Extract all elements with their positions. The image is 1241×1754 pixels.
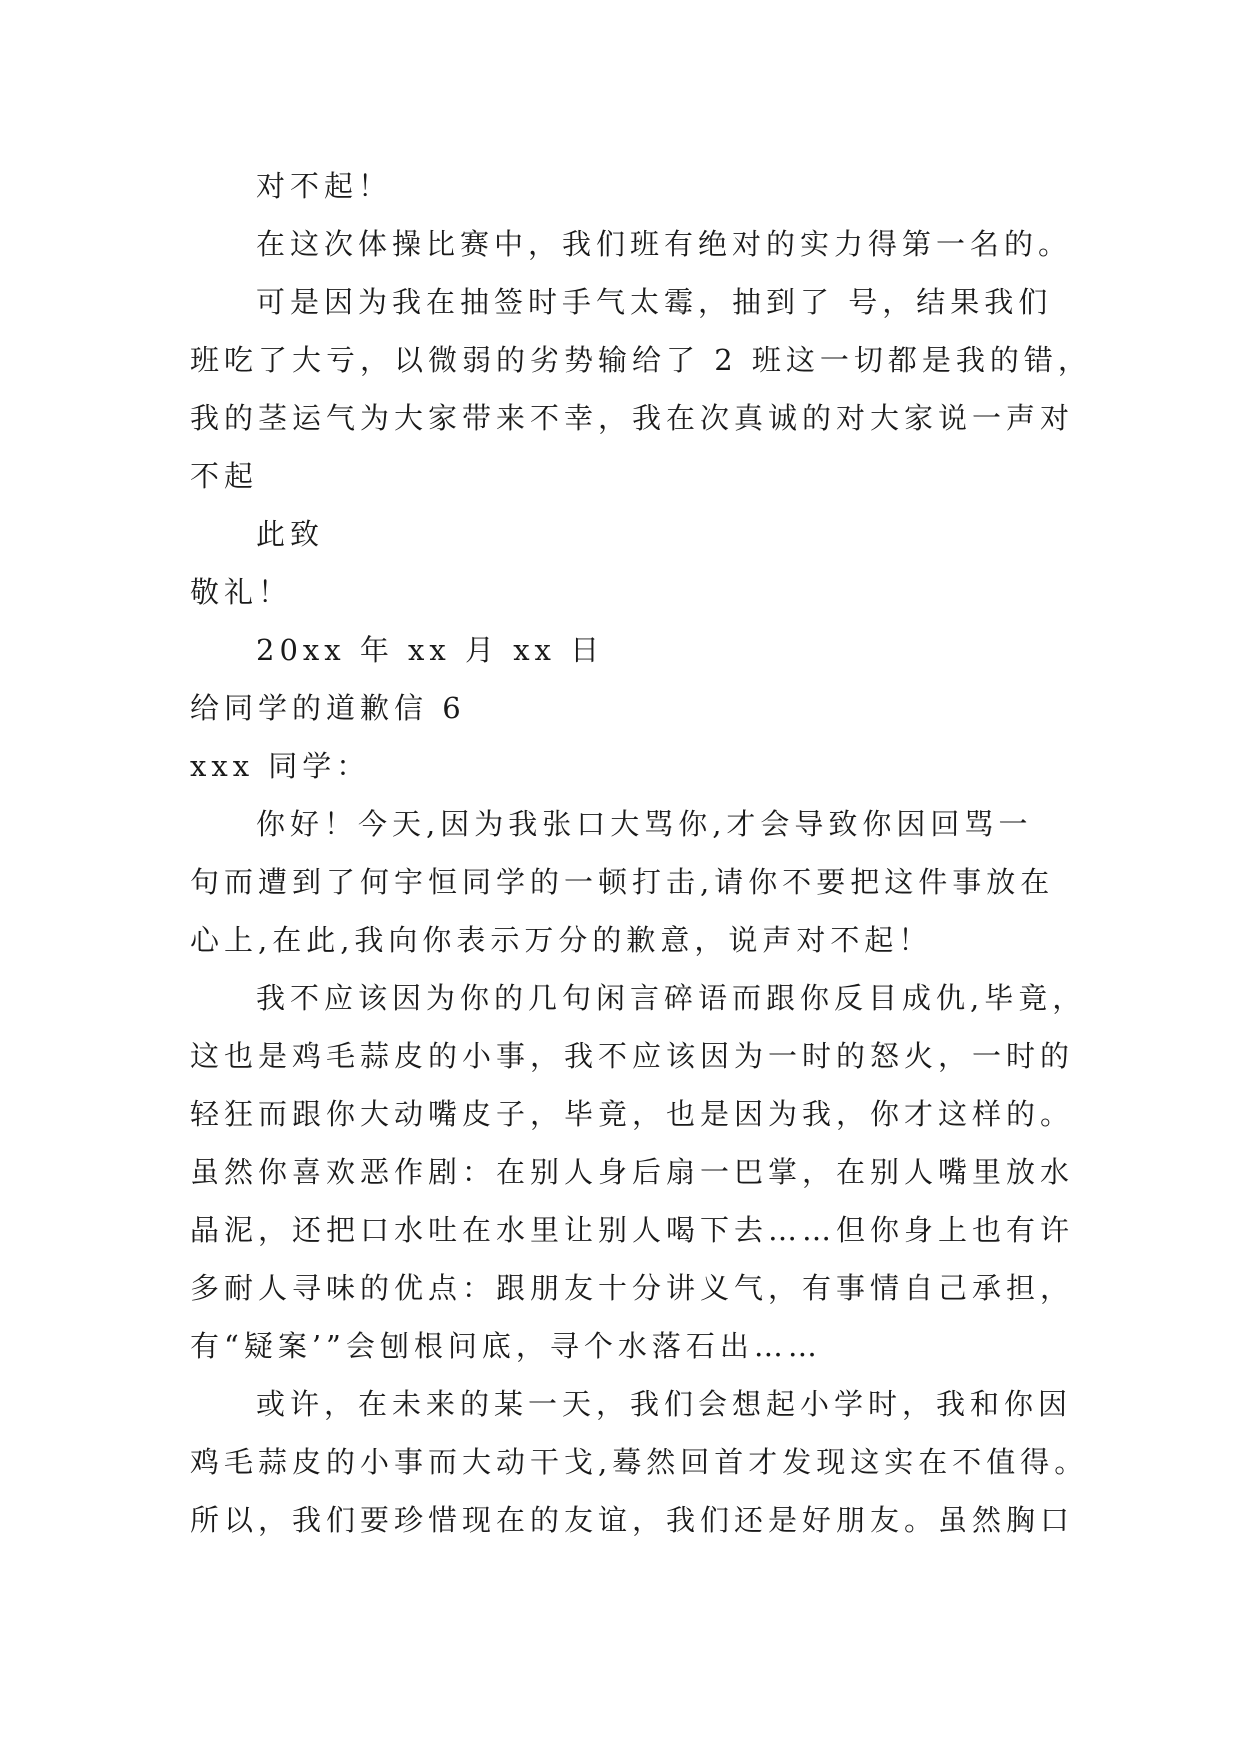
text-line: 对不起！ (256, 169, 393, 203)
text-line: 多耐人寻味的优点：跟朋友十分讲义气，有事情自己承担， (190, 1271, 1075, 1305)
text-line: 这也是鸡毛蒜皮的小事，我不应该因为一时的怒火，一时的 (190, 1039, 1075, 1073)
date-line: 20xx 年 xx 月 xx 日 (256, 633, 605, 667)
text-line: 你好！今天,因为我张口大骂你,才会导致你因回骂一 (256, 807, 1033, 841)
text-line: 我的茎运气为大家带来不幸，我在次真诚的对大家说一声对 (190, 401, 1075, 435)
text-line: 班吃了大亏，以微弱的劣势输给了 2 班这一切都是我的错， (190, 343, 1092, 377)
text-line: 轻狂而跟你大动嘴皮子，毕竟，也是因为我，你才这样的。 (190, 1097, 1075, 1131)
text-line: 此致 (256, 517, 325, 551)
text-line: 句而遭到了何宇恒同学的一顿打击,请你不要把这件事放在 (190, 865, 1055, 899)
text-line: 敬礼！ (190, 575, 293, 609)
text-line: 可是因为我在抽签时手气太霉，抽到了 号，结果我们 (256, 285, 1053, 319)
text-line: 在这次体操比赛中，我们班有绝对的实力得第一名的。 (256, 227, 1073, 261)
text-line: 我不应该因为你的几句闲言碎语而跟你反目成仇,毕竟， (256, 981, 1087, 1015)
text-line: 晶泥，还把口水吐在水里让别人喝下去……但你身上也有许 (190, 1213, 1075, 1247)
text-line: 不起 (190, 459, 259, 493)
salutation: xxx 同学： (190, 749, 371, 783)
text-line: 或许，在未来的某一天，我们会想起小学时，我和你因 (256, 1387, 1073, 1421)
letter-title: 给同学的道歉信 6 (190, 691, 466, 725)
text-line: 所以，我们要珍惜现在的友谊，我们还是好朋友。虽然胸口 (190, 1503, 1075, 1537)
text-line: 虽然你喜欢恶作剧：在别人身后扇一巴掌，在别人嘴里放水 (190, 1155, 1075, 1189)
text-line: 有“疑案’”会刨根问底，寻个水落石出…… (190, 1329, 822, 1363)
text-line: 鸡毛蒜皮的小事而大动干戈,蓦然回首才发现这实在不值得。 (190, 1445, 1089, 1479)
text-line: 心上,在此,我向你表示万分的歉意，说声对不起！ (190, 923, 933, 957)
